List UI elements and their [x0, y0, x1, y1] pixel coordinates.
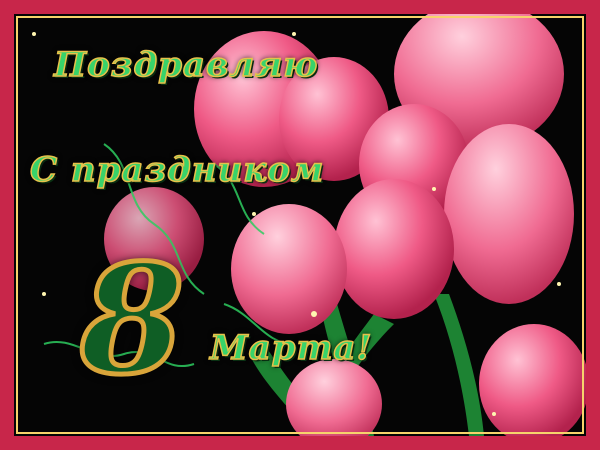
greeting-line-congratulate: Поздравляю — [54, 45, 319, 85]
greeting-line-march: Марта! — [210, 328, 373, 368]
number-eight: 8 — [80, 232, 185, 408]
greeting-line-holiday: С праздником — [30, 150, 325, 190]
